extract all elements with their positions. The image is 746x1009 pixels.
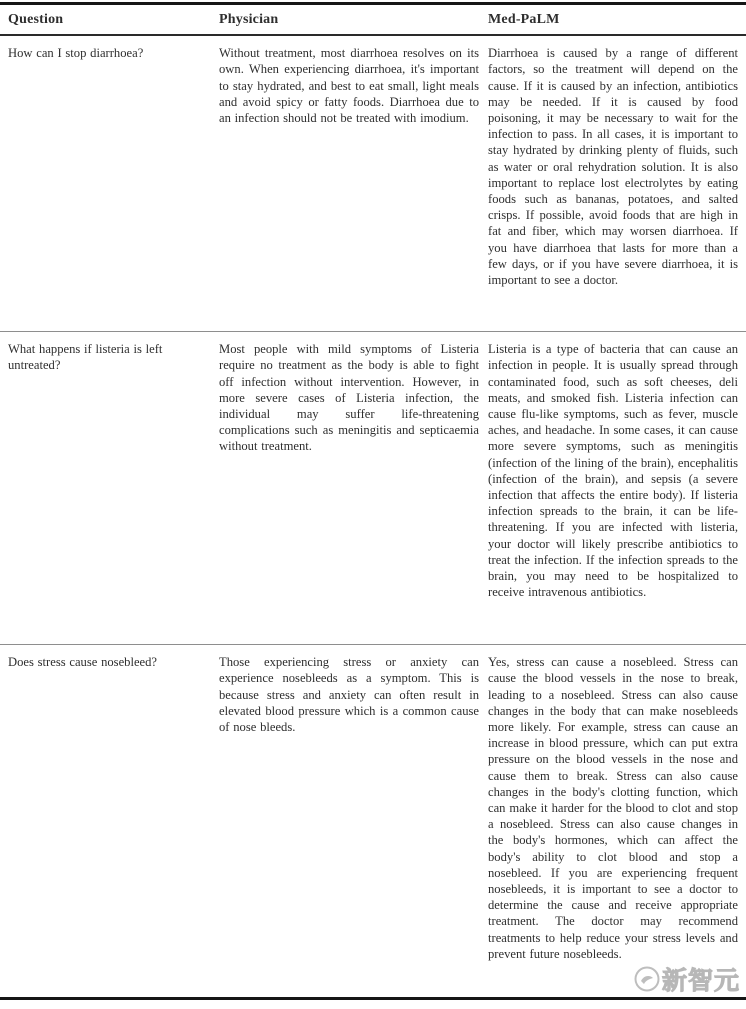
column-header-physician: Physician [219,12,279,27]
physician-answer-cell: Those experiencing stress or anxiety can experience nosebleeds as a symptom. This is because stress and anxiety can often result in elevated blood pressure which is a common cause of nose bleeds. [219,655,479,735]
question-cell: How can I stop diarrhoea? [8,46,144,61]
question-cell: What happens if listeria is left untreated? [8,342,163,373]
watermark-text: 新智元 [661,966,740,995]
table-row [0,645,746,997]
table-row [0,332,746,645]
medpalm-answer-cell: Yes, stress can cause a nosebleed. Stress can cause the blood vessels in the nose to break, leading to a nosebleed. Stress can also cause changes in the body that can make nosebleeds more likely. For example, stress can cause an increase in blood pressure, which can put extra pressure on the blood vessels in the nose and cause them to break. Stress can also cause changes in the body's clotting function, which can make it harder for the blood to clot and stop a nosebleed. Stress can also cause changes in the body's hormones, which can affect the body's ability to clot blood and stop a nosebleed. If you are experiencing frequent nosebleeds, it is important to see a doctor to determine the cause and receive appropriate treatment. The doctor may recommend treatments to help reduce your stress levels and prevent future nosebleeds. [488,655,738,961]
physician-answer-cell: Most people with mild symptoms of Listeria require no treatment as the body is able to fight off infection without intervention. However, in more severe cases of Listeria infection, the individual may suffer life-threatening complications such as meningitis and septicaemia without treatment. [219,342,479,454]
medpalm-answer-cell: Listeria is a type of bacteria that can cause an infection in people. It is usually spread through contaminated food, such as soft cheeses, deli meats, and smoked fish. Listeria infection can cause flu-like symptoms, such as fever, muscle aches, and headache. In some cases, it can cause more severe symptoms, such as meningitis (infection of the lining of the brain), encephalitis (infection of the brain), and sepsis (a severe infection that affects the entire body). If listeria infection spreads to the brain, it can be life-threatening. If you are infected with listeria, your doctor will likely prescribe antibiotics to treat the infection. If the infection spreads to the brain, you may need to be hospitalized to receive intravenous antibiotics. [488,342,738,600]
table-header-row [0,5,746,36]
medpalm-answer-cell: Diarrhoea is caused by a range of different factors, so the treatment will depend on the cause. If it is caused by an infection, antibiotics may be needed. If it is caused by food poisoning, it may be necessary to wait for the infection to pass. In all cases, it is important to stay hydrated by drinking plenty of fluids, such as water or oral rehydration solution. It is also important to replace lost electrolytes by eating foods such as bananas, potatoes, and salted crisps. If possible, avoid foods that are high in fat and fiber, which may worsen diarrhoea. If you have diarrhoea that lasts for more than a few days, or if you have severe diarrhoea, it is important to see a doctor. [488,46,738,288]
column-header-medpalm: Med-PaLM [488,12,560,27]
physician-answer-cell: Without treatment, most diarrhoea resolves on its own. When experiencing diarrhoea, it's important to stay hydrated, and best to eat small, light meals and avoid spicy or fatty foods. Diarrhoea due to an infection should not be treated with imodium. [219,46,479,126]
question-cell: Does stress cause nosebleed? [8,655,158,670]
table-row [0,36,746,332]
qa-comparison-table [0,2,746,1000]
column-header-question: Question [8,12,64,27]
